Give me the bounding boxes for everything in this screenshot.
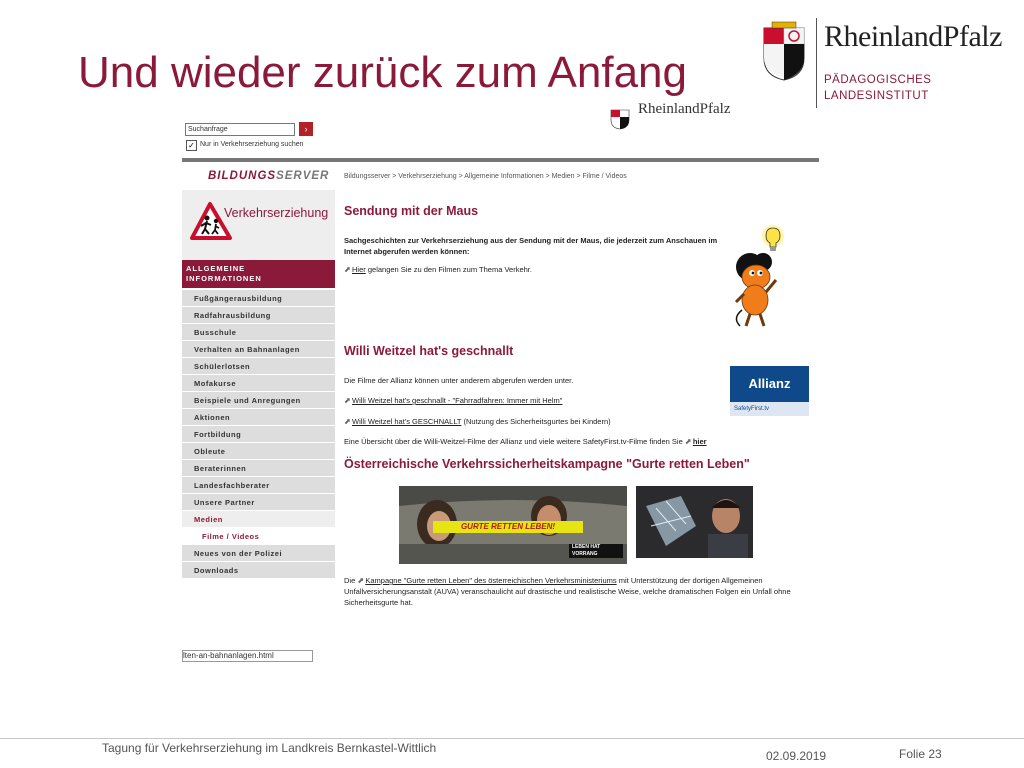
logo-brand: RheinlandPfalz (824, 20, 1002, 53)
slide-title: Und wieder zurück zum Anfang (78, 48, 687, 97)
section-willi-title: Willi Weitzel hat's geschnallt (344, 344, 514, 358)
allianz-wordmark: Allianz (730, 366, 809, 402)
section-heading (182, 260, 335, 288)
gurte-text-a: Die (344, 576, 356, 585)
willi-link-1-row (344, 396, 562, 405)
sidebar-item-downloads[interactable]: Downloads (182, 562, 335, 579)
sidebar-item-schuelerlotsen[interactable]: Schülerlotsen (182, 358, 335, 375)
sidebar-item-busschule[interactable]: Busschule (182, 324, 335, 341)
sidebar-menu (182, 290, 335, 579)
leben-hat-vorrang-badge: LEBEN HAT VORRANG (569, 544, 623, 558)
willi-link-2[interactable]: Willi Weitzel hat's GESCHNALLT (352, 417, 462, 426)
willi-link-2-rest: (Nutzung des Sicherheitsgurtes bei Kindern) (461, 417, 611, 426)
sidebar-item-mofakurse[interactable]: Mofakurse (182, 375, 335, 392)
verkehrserziehung-banner[interactable] (182, 190, 335, 260)
section-gurte-text (344, 575, 804, 608)
sidebar-item-filme-videos[interactable]: Filme / Videos (182, 528, 335, 545)
footer-divider (0, 738, 1024, 739)
allianz-logo[interactable] (730, 366, 809, 416)
link-arrow-icon: ⬈ (344, 417, 351, 426)
campaign-crash-image (636, 486, 753, 558)
site-content (339, 162, 819, 606)
section-willi-text: Die Filme der Allianz können unter anderem abgerufen werden unter. (344, 376, 574, 385)
sidebar-item-partner[interactable]: Unsere Partner (182, 494, 335, 511)
willi-more-link[interactable]: hier (692, 437, 707, 446)
allianz-subline: SafetyFirst.tv (730, 402, 809, 416)
footer-date: 02.09.2019 (766, 749, 827, 763)
maus-illustration (728, 222, 798, 332)
section-heading-line-2: INFORMATIONEN (186, 274, 262, 283)
willi-more-text: Eine Übersicht über die Willi-Weitzel-Filme der Allianz und viele weitere SafetyFirst.tv-Filme finden Sie (344, 437, 683, 446)
search-input[interactable]: Suchanfrage (185, 123, 295, 136)
section-maus-title: Sendung mit der Maus (344, 204, 479, 218)
gurte-banner: GURTE RETTEN LEBEN! (433, 521, 583, 533)
campaign-video-thumbnail[interactable] (399, 486, 627, 564)
willi-link-1[interactable]: Willi Weitzel hat's geschnallt - "Fahrradfahren: Immer mit Helm" (352, 396, 563, 405)
search-scope-label: Nur in Verkehrserziehung suchen (200, 141, 304, 148)
maus-link-rest: gelangen Sie zu den Filmen zum Thema Verkehr. (365, 265, 532, 274)
site-header (182, 101, 819, 158)
website-screenshot (182, 101, 819, 660)
bildungsserver-logo-b: SERVER (276, 170, 330, 182)
maus-link-row (344, 265, 532, 274)
sidebar-item-landesfachberater[interactable]: Landesfachberater (182, 477, 335, 494)
search-scope-checkbox[interactable]: ✓ (186, 140, 197, 151)
section-gurte-title: Österreichische Verkehrssicherheitskampagne "Gurte retten Leben" (344, 457, 750, 471)
site-sidebar (182, 162, 335, 660)
footer-event: Tagung für Verkehrserziehung im Landkreis Bernkastel-Wittlich (102, 741, 437, 755)
sidebar-item-beispiele[interactable]: Beispiele und Anregungen (182, 392, 335, 409)
bildungsserver-logo-a: BILDUNGS (208, 170, 277, 182)
rlp-logo (760, 18, 1010, 108)
logo-divider (816, 18, 817, 108)
maus-link[interactable]: Hier (352, 265, 366, 274)
sidebar-item-bahnanlagen[interactable]: Verhalten an Bahnanlagen (182, 341, 335, 358)
link-arrow-icon: ⬈ (357, 576, 365, 585)
link-arrow-icon: ⬈ (684, 437, 692, 446)
willi-link-2-row (344, 417, 611, 426)
sidebar-item-obleute[interactable]: Obleute (182, 443, 335, 460)
sidebar-item-aktionen[interactable]: Aktionen (182, 409, 335, 426)
section-heading-line-1: ALLGEMEINE (186, 264, 246, 273)
footer-page-number: Folie 23 (899, 747, 942, 761)
sidebar-item-fortbildung[interactable]: Fortbildung (182, 426, 335, 443)
sidebar-item-polizei[interactable]: Neues von der Polizei (182, 545, 335, 562)
breadcrumb[interactable]: Bildungsserver > Verkehrserziehung > Allgemeine Informationen > Medien > Filme / Videos (344, 173, 627, 180)
gurte-text-b: mit Unterstützung der dortigen Allgemeinen Unfallversicherungsanstalt (AUVA) veranschaulicht auf drastische und realistische Weise, welche dramatischen Folgen ein Unfall ohne Sicherheitsgurte hat. (344, 576, 791, 607)
header-brand: RheinlandPfalz (638, 101, 731, 117)
bildungsserver-logo[interactable] (208, 170, 329, 182)
gurte-campaign-link[interactable]: Kampagne "Gurte retten Leben" des österreichischen Verkehrsministeriums (365, 576, 617, 585)
sidebar-item-radfahrausbildung[interactable]: Radfahrausbildung (182, 307, 335, 324)
sidebar-item-medien[interactable]: Medien (182, 511, 335, 528)
crash-scene-image (636, 486, 753, 558)
sidebar-item-fussgaengerausbildung[interactable]: Fußgängerausbildung (182, 290, 335, 307)
logo-subtitle-1: PÄDAGOGISCHES (824, 74, 932, 86)
status-url-tooltip: lten-an-bahnanlagen.html (182, 650, 313, 662)
section-maus-text: Sachgeschichten zur Verkehrserziehung aus der Sendung mit der Maus, die jederzeit zum Anschauen im Internet abgerufen werden können: (344, 236, 718, 256)
coat-of-arms-icon (762, 22, 806, 82)
willi-more-row (344, 437, 707, 446)
sidebar-item-beraterinnen[interactable]: Beraterinnen (182, 460, 335, 477)
search-button[interactable]: › (299, 122, 313, 136)
link-arrow-icon: ⬈ (344, 396, 351, 405)
verkehrserziehung-title: Verkehrserziehung (224, 206, 329, 220)
link-arrow-icon: ⬈ (344, 265, 351, 274)
header-crest-icon (610, 108, 630, 130)
logo-subtitle-2: LANDESINSTITUT (824, 90, 929, 102)
